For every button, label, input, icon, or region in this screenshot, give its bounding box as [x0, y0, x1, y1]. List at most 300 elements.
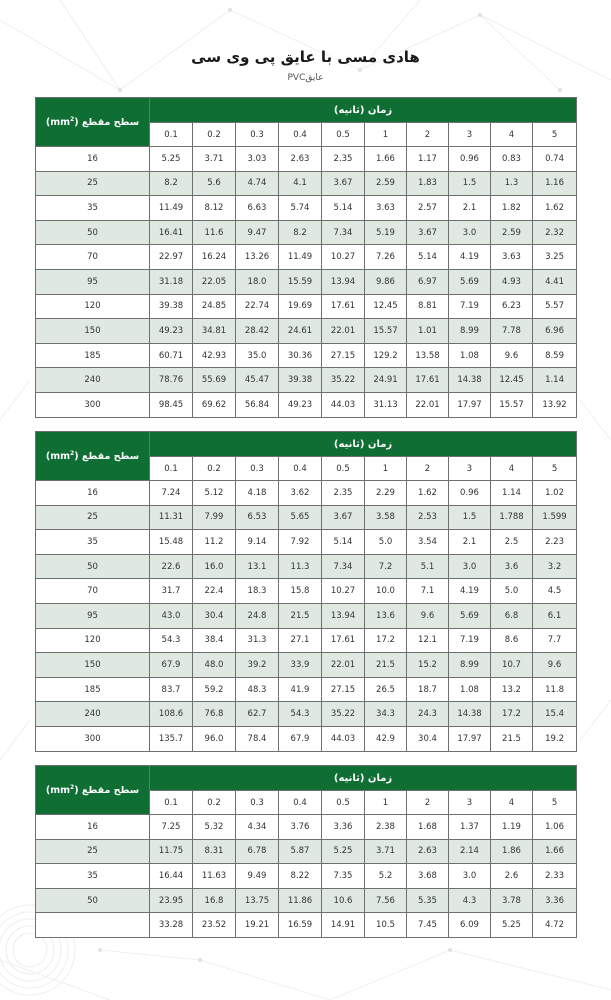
value-cell: 135.7	[150, 726, 193, 751]
time-value-cell: 1	[365, 457, 407, 481]
value-cell: 5.69	[449, 269, 491, 294]
value-cell: 2.6	[491, 864, 533, 889]
section-cell: 50	[36, 888, 150, 913]
value-cell: 69.62	[193, 392, 236, 417]
value-cell: 30.36	[279, 343, 322, 368]
cross-section-label: سطح مقطع	[81, 117, 140, 129]
value-cell: 1.16	[533, 171, 577, 196]
value-cell: 13.1	[236, 554, 279, 579]
value-cell: 18.3	[236, 579, 279, 604]
value-cell: 3.78	[491, 888, 533, 913]
value-cell: 44.03	[322, 726, 365, 751]
cross-section-header	[36, 98, 150, 147]
time-value-cell: 4	[491, 457, 533, 481]
value-cell: 12.1	[407, 628, 449, 653]
value-cell: 8.22	[279, 864, 322, 889]
table-header-row	[36, 432, 577, 457]
value-cell: 5.25	[322, 839, 365, 864]
value-cell: 13.6	[365, 603, 407, 628]
value-cell: 4.1	[279, 171, 322, 196]
value-cell: 4.3	[449, 888, 491, 913]
value-cell: 48.0	[193, 653, 236, 678]
value-cell: 5.57	[533, 294, 577, 319]
value-cell: 2.59	[491, 220, 533, 245]
value-cell: 9.6	[533, 653, 577, 678]
value-cell: 10.7	[491, 653, 533, 678]
value-cell: 8.99	[449, 653, 491, 678]
value-cell: 3.03	[236, 147, 279, 172]
value-cell: 2.59	[365, 171, 407, 196]
value-cell: 5.25	[150, 147, 193, 172]
section-cell: 16	[36, 147, 150, 172]
section-cell: 50	[36, 220, 150, 245]
section-cell: 70	[36, 245, 150, 270]
value-cell: 6.09	[449, 913, 491, 938]
table-row	[36, 913, 577, 938]
value-cell: 34.3	[365, 702, 407, 727]
value-cell: 23.52	[193, 913, 236, 938]
value-cell: 2.5	[491, 530, 533, 555]
value-cell: 15.4	[533, 702, 577, 727]
value-cell: 5.25	[491, 913, 533, 938]
time-value-cell: 0.4	[279, 791, 322, 815]
section-cell: 50	[36, 554, 150, 579]
table-row	[36, 702, 577, 727]
value-cell: 76.8	[193, 702, 236, 727]
value-cell: 7.26	[365, 245, 407, 270]
value-cell: 26.5	[365, 677, 407, 702]
value-cell: 6.96	[533, 319, 577, 344]
table-row	[36, 294, 577, 319]
unit-superscript: 2	[70, 783, 75, 791]
value-cell: 4.18	[236, 481, 279, 506]
value-cell: 1.66	[365, 147, 407, 172]
value-cell: 59.2	[193, 677, 236, 702]
value-cell: 2.1	[449, 196, 491, 221]
value-cell: 15.48	[150, 530, 193, 555]
value-cell: 1.08	[449, 343, 491, 368]
value-cell: 78.76	[150, 368, 193, 393]
value-cell: 1.08	[449, 677, 491, 702]
data-table-2	[35, 431, 577, 752]
value-cell: 42.9	[365, 726, 407, 751]
table-row	[36, 726, 577, 751]
time-value-cell: 1	[365, 123, 407, 147]
value-cell: 8.2	[150, 171, 193, 196]
value-cell: 38.4	[193, 628, 236, 653]
value-cell: 10.0	[365, 579, 407, 604]
section-cell: 25	[36, 505, 150, 530]
value-cell: 7.34	[322, 554, 365, 579]
value-cell: 2.32	[533, 220, 577, 245]
value-cell: 1.788	[491, 505, 533, 530]
table-row	[36, 677, 577, 702]
value-cell: 33.9	[279, 653, 322, 678]
value-cell: 5.35	[407, 888, 449, 913]
value-cell: 16.0	[193, 554, 236, 579]
value-cell: 3.2	[533, 554, 577, 579]
table-row	[36, 653, 577, 678]
section-cell: 70	[36, 579, 150, 604]
value-cell: 11.31	[150, 505, 193, 530]
value-cell: 22.6	[150, 554, 193, 579]
value-cell: 22.01	[322, 653, 365, 678]
value-cell: 5.14	[322, 196, 365, 221]
value-cell: 1.62	[407, 481, 449, 506]
value-cell: 1.01	[407, 319, 449, 344]
value-cell: 17.61	[407, 368, 449, 393]
value-cell: 6.53	[236, 505, 279, 530]
time-value-cell: 0.1	[150, 457, 193, 481]
value-cell: 1.02	[533, 481, 577, 506]
value-cell: 49.23	[279, 392, 322, 417]
value-cell: 2.33	[533, 864, 577, 889]
value-cell: 21.5	[365, 653, 407, 678]
value-cell: 21.5	[491, 726, 533, 751]
value-cell: 22.4	[193, 579, 236, 604]
value-cell: 0.96	[449, 147, 491, 172]
value-cell: 31.18	[150, 269, 193, 294]
value-cell: 3.67	[322, 171, 365, 196]
value-cell: 5.32	[193, 815, 236, 840]
value-cell: 11.49	[279, 245, 322, 270]
value-cell: 54.3	[150, 628, 193, 653]
value-cell: 7.19	[449, 294, 491, 319]
value-cell: 6.97	[407, 269, 449, 294]
value-cell: 8.59	[533, 343, 577, 368]
value-cell: 1.5	[449, 505, 491, 530]
time-value-cell: 2	[407, 457, 449, 481]
value-cell: 9.14	[236, 530, 279, 555]
value-cell: 2.1	[449, 530, 491, 555]
value-cell: 27.15	[322, 677, 365, 702]
table-row	[36, 815, 577, 840]
value-cell: 7.56	[365, 888, 407, 913]
time-value-cell: 0.2	[193, 457, 236, 481]
unit-close: )	[74, 451, 79, 463]
value-cell: 11.6	[193, 220, 236, 245]
cross-section-header	[36, 432, 150, 481]
table-header-row	[36, 766, 577, 791]
value-cell: 1.83	[407, 171, 449, 196]
value-cell: 30.4	[193, 603, 236, 628]
value-cell: 3.71	[365, 839, 407, 864]
value-cell: 11.86	[279, 888, 322, 913]
value-cell: 28.42	[236, 319, 279, 344]
value-cell: 12.45	[365, 294, 407, 319]
value-cell: 13.94	[322, 269, 365, 294]
value-cell: 83.7	[150, 677, 193, 702]
time-header: زمان (ثانیه)	[150, 98, 577, 123]
value-cell: 11.75	[150, 839, 193, 864]
value-cell: 24.85	[193, 294, 236, 319]
value-cell: 5.69	[449, 603, 491, 628]
time-value-cell: 2	[407, 791, 449, 815]
section-cell: 150	[36, 653, 150, 678]
value-cell: 14.38	[449, 368, 491, 393]
value-cell: 22.01	[322, 319, 365, 344]
time-value-cell: 3	[449, 791, 491, 815]
value-cell: 5.65	[279, 505, 322, 530]
time-value-cell: 4	[491, 791, 533, 815]
table-row	[36, 368, 577, 393]
time-header: زمان (ثانیه)	[150, 432, 577, 457]
value-cell: 11.63	[193, 864, 236, 889]
value-cell: 3.63	[491, 245, 533, 270]
value-cell: 2.53	[407, 505, 449, 530]
value-cell: 1.17	[407, 147, 449, 172]
value-cell: 1.86	[491, 839, 533, 864]
value-cell: 7.19	[449, 628, 491, 653]
value-cell: 2.35	[322, 147, 365, 172]
value-cell: 2.14	[449, 839, 491, 864]
section-cell: 16	[36, 481, 150, 506]
value-cell: 6.1	[533, 603, 577, 628]
value-cell: 3.0	[449, 220, 491, 245]
value-cell: 4.5	[533, 579, 577, 604]
table-row	[36, 579, 577, 604]
value-cell: 43.0	[150, 603, 193, 628]
table-row	[36, 245, 577, 270]
value-cell: 34.81	[193, 319, 236, 344]
value-cell: 0.83	[491, 147, 533, 172]
value-cell: 19.2	[533, 726, 577, 751]
value-cell: 22.01	[407, 392, 449, 417]
value-cell: 6.63	[236, 196, 279, 221]
time-value-cell: 5	[533, 791, 577, 815]
value-cell: 22.97	[150, 245, 193, 270]
value-cell: 0.74	[533, 147, 577, 172]
value-cell: 5.0	[491, 579, 533, 604]
value-cell: 5.0	[365, 530, 407, 555]
value-cell: 22.05	[193, 269, 236, 294]
value-cell: 3.54	[407, 530, 449, 555]
unit-superscript: 2	[70, 115, 75, 123]
table-row	[36, 147, 577, 172]
value-cell: 7.2	[365, 554, 407, 579]
value-cell: 5.74	[279, 196, 322, 221]
time-value-cell: 0.2	[193, 123, 236, 147]
time-header: زمان (ثانیه)	[150, 766, 577, 791]
value-cell: 27.1	[279, 628, 322, 653]
value-cell: 2.63	[407, 839, 449, 864]
value-cell: 49.23	[150, 319, 193, 344]
value-cell: 15.59	[279, 269, 322, 294]
data-table-1	[35, 97, 577, 418]
value-cell: 62.7	[236, 702, 279, 727]
table-row	[36, 392, 577, 417]
value-cell: 2.23	[533, 530, 577, 555]
cross-section-label: سطح مقطع	[81, 785, 140, 797]
value-cell: 35.22	[322, 702, 365, 727]
value-cell: 4.41	[533, 269, 577, 294]
value-cell: 45.47	[236, 368, 279, 393]
value-cell: 16.44	[150, 864, 193, 889]
value-cell: 2.63	[279, 147, 322, 172]
value-cell: 22.74	[236, 294, 279, 319]
value-cell: 8.12	[193, 196, 236, 221]
value-cell: 16.59	[279, 913, 322, 938]
value-cell: 9.6	[407, 603, 449, 628]
value-cell: 7.25	[150, 815, 193, 840]
value-cell: 8.99	[449, 319, 491, 344]
value-cell: 17.97	[449, 726, 491, 751]
section-cell: 120	[36, 628, 150, 653]
value-cell: 8.6	[491, 628, 533, 653]
value-cell: 8.81	[407, 294, 449, 319]
value-cell: 48.3	[236, 677, 279, 702]
value-cell: 60.71	[150, 343, 193, 368]
value-cell: 67.9	[279, 726, 322, 751]
unit-superscript: 2	[70, 449, 75, 457]
value-cell: 16.24	[193, 245, 236, 270]
value-cell: 2.38	[365, 815, 407, 840]
value-cell: 2.29	[365, 481, 407, 506]
value-cell: 23.95	[150, 888, 193, 913]
table-row	[36, 888, 577, 913]
value-cell: 17.2	[365, 628, 407, 653]
value-cell: 3.71	[193, 147, 236, 172]
value-cell: 4.93	[491, 269, 533, 294]
value-cell: 30.4	[407, 726, 449, 751]
value-cell: 5.87	[279, 839, 322, 864]
value-cell: 129.2	[365, 343, 407, 368]
section-cell: 95	[36, 269, 150, 294]
value-cell: 3.36	[533, 888, 577, 913]
value-cell: 7.92	[279, 530, 322, 555]
table-row	[36, 628, 577, 653]
value-cell: 1.599	[533, 505, 577, 530]
value-cell: 39.38	[279, 368, 322, 393]
value-cell: 31.7	[150, 579, 193, 604]
time-value-cell: 5	[533, 123, 577, 147]
value-cell: 1.37	[449, 815, 491, 840]
value-cell: 9.47	[236, 220, 279, 245]
value-cell: 1.3	[491, 171, 533, 196]
value-cell: 3.62	[279, 481, 322, 506]
value-cell: 11.49	[150, 196, 193, 221]
value-cell: 13.2	[491, 677, 533, 702]
section-cell: 150	[36, 319, 150, 344]
value-cell: 108.6	[150, 702, 193, 727]
value-cell: 39.2	[236, 653, 279, 678]
value-cell: 11.8	[533, 677, 577, 702]
value-cell: 16.8	[193, 888, 236, 913]
value-cell: 14.91	[322, 913, 365, 938]
section-cell: 35	[36, 196, 150, 221]
time-value-cell: 0.4	[279, 457, 322, 481]
time-value-cell: 0.3	[236, 123, 279, 147]
value-cell: 13.94	[322, 603, 365, 628]
table-row	[36, 481, 577, 506]
value-cell: 54.3	[279, 702, 322, 727]
value-cell: 19.21	[236, 913, 279, 938]
time-value-cell: 5	[533, 457, 577, 481]
value-cell: 1.5	[449, 171, 491, 196]
section-cell: 95	[36, 603, 150, 628]
value-cell: 1.62	[533, 196, 577, 221]
value-cell: 1.14	[491, 481, 533, 506]
value-cell: 41.9	[279, 677, 322, 702]
value-cell: 3.58	[365, 505, 407, 530]
value-cell: 15.2	[407, 653, 449, 678]
value-cell: 12.45	[491, 368, 533, 393]
page-title: هادی مسی با عایق پی وی سی	[191, 48, 420, 66]
value-cell: 24.3	[407, 702, 449, 727]
value-cell: 1.19	[491, 815, 533, 840]
time-value-cell: 0.2	[193, 791, 236, 815]
cross-section-label: سطح مقطع	[81, 451, 140, 463]
page-subtitle: عایقPVC	[287, 73, 324, 83]
time-value-cell: 3	[449, 123, 491, 147]
value-cell: 5.14	[407, 245, 449, 270]
value-cell: 35.0	[236, 343, 279, 368]
value-cell: 17.61	[322, 628, 365, 653]
value-cell: 5.1	[407, 554, 449, 579]
value-cell: 9.86	[365, 269, 407, 294]
section-cell: 240	[36, 368, 150, 393]
value-cell: 10.6	[322, 888, 365, 913]
value-cell: 7.78	[491, 319, 533, 344]
section-cell: 120	[36, 294, 150, 319]
value-cell: 18.7	[407, 677, 449, 702]
time-value-cell: 1	[365, 791, 407, 815]
time-value-cell: 3	[449, 457, 491, 481]
value-cell: 3.68	[407, 864, 449, 889]
value-cell: 4.19	[449, 245, 491, 270]
value-cell: 15.8	[279, 579, 322, 604]
value-cell: 21.5	[279, 603, 322, 628]
value-cell: 55.69	[193, 368, 236, 393]
value-cell: 7.1	[407, 579, 449, 604]
value-cell: 5.19	[365, 220, 407, 245]
unit-label: (mm	[45, 117, 71, 129]
value-cell: 18.0	[236, 269, 279, 294]
value-cell: 7.24	[150, 481, 193, 506]
value-cell: 78.4	[236, 726, 279, 751]
value-cell: 24.8	[236, 603, 279, 628]
cross-section-header	[36, 766, 150, 815]
value-cell: 15.57	[491, 392, 533, 417]
value-cell: 7.7	[533, 628, 577, 653]
value-cell: 6.23	[491, 294, 533, 319]
value-cell: 8.31	[193, 839, 236, 864]
value-cell: 7.34	[322, 220, 365, 245]
section-cell: 300	[36, 726, 150, 751]
value-cell: 27.15	[322, 343, 365, 368]
value-cell: 13.58	[407, 343, 449, 368]
value-cell: 1.68	[407, 815, 449, 840]
section-cell: 16	[36, 815, 150, 840]
time-value-cell: 0.3	[236, 791, 279, 815]
value-cell: 3.63	[365, 196, 407, 221]
section-cell: 300	[36, 392, 150, 417]
value-cell: 24.91	[365, 368, 407, 393]
value-cell: 2.35	[322, 481, 365, 506]
value-cell: 1.14	[533, 368, 577, 393]
value-cell: 6.8	[491, 603, 533, 628]
time-value-cell: 2	[407, 123, 449, 147]
value-cell: 31.13	[365, 392, 407, 417]
value-cell: 96.0	[193, 726, 236, 751]
section-cell	[36, 913, 150, 938]
value-cell: 7.45	[407, 913, 449, 938]
value-cell: 6.78	[236, 839, 279, 864]
value-cell: 8.2	[279, 220, 322, 245]
table-row	[36, 505, 577, 530]
table-row	[36, 196, 577, 221]
value-cell: 4.34	[236, 815, 279, 840]
